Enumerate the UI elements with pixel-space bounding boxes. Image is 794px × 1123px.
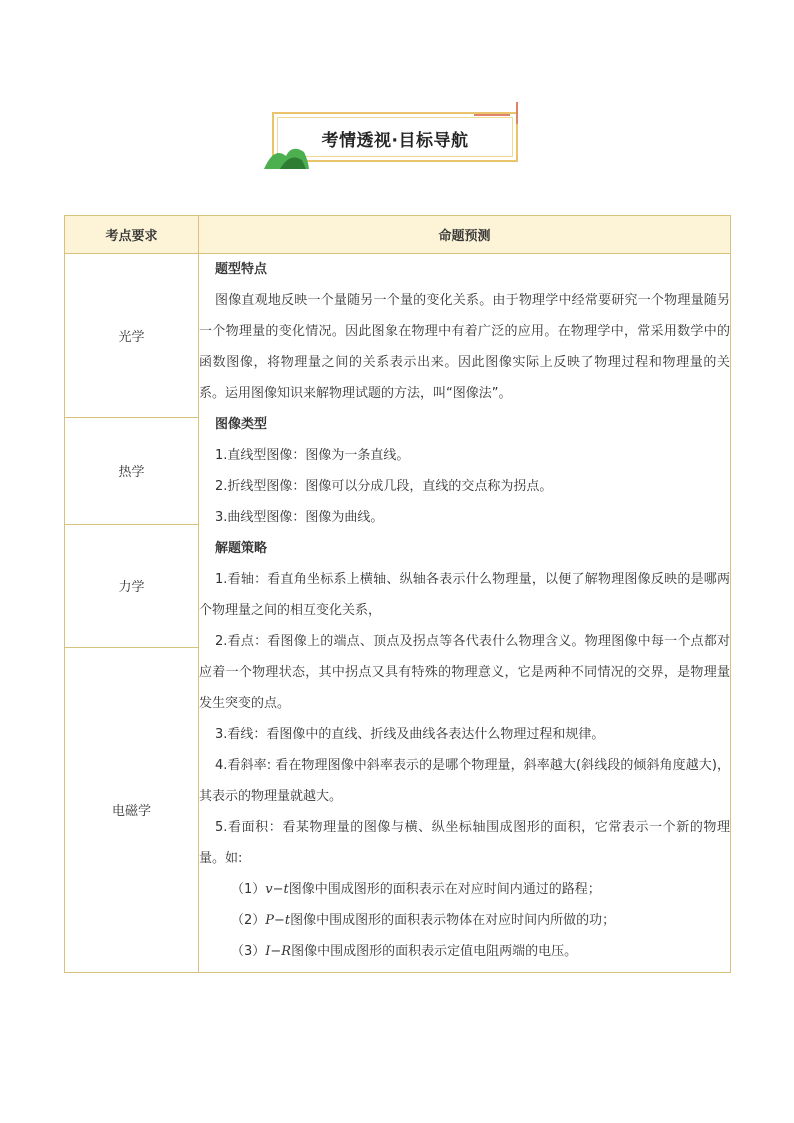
math-expression: P−t: [265, 913, 291, 928]
section-banner: [262, 110, 524, 170]
type-features-text: 图像直观地反映一个量随另一个量的变化关系。由于物理学中经常要研究一个物理量随另一个物理量的变化情况。因此图象在物理中有着广泛的应用。在物理学中，常采用数学中的函数图像，将物理量之间的关系表示出来。因此图像实际上反映了物理过程和物理量的关系。运用图像知识来解物理试题的方法，叫“图像法”。: [199, 293, 730, 401]
math-expression: v−t: [265, 882, 289, 897]
exam-overview-table: [64, 215, 731, 973]
example-item: （2）P−t图像中围成图形的面积表示物体在对应时间内所做的功；: [231, 913, 616, 928]
category-electromagnetism: 电磁学: [111, 804, 151, 819]
list-item: 2.折线型图像：图像可以分成几段，直线的交点称为拐点。: [215, 479, 553, 494]
banner-accent-line: [516, 102, 518, 124]
list-item: 2.看点：看图像上的端点、顶点及拐点等各代表什么物理含义。物理图像中每一个点都对应着一个物理状态，其中拐点又具有特殊的物理意义，它是两种不同情况的交界，是物理量发生突变的点。: [199, 634, 730, 711]
banner-title: 考情透视·目标导航: [321, 131, 469, 151]
header-question-prediction: 命题预测: [199, 216, 731, 254]
hills-icon: [262, 140, 310, 170]
banner-accent-line-horizontal: [474, 114, 510, 116]
table-body-row: [65, 254, 731, 973]
heading-image-types: 图像类型: [215, 417, 268, 432]
heading-type-features: 题型特点: [215, 262, 268, 277]
list-item: 1.看轴：看直角坐标系上横轴、纵轴各表示什么物理量，以便了解物理图像反映的是哪两个物理量之间的相互变化关系，: [199, 572, 730, 618]
example-item: （1）v−t图像中围成图形的面积表示在对应时间内通过的路程；: [231, 882, 601, 897]
list-item: 4.看斜率: 看在物理图像中斜率表示的是哪个物理量，斜率越大(斜线段的倾斜角度越大)，其表示的物理量就越大。: [199, 758, 730, 804]
header-exam-requirements: 考点要求: [65, 216, 199, 254]
list-item: 5.看面积：看某物理量的图像与横、纵坐标轴围成图形的面积，它常表示一个新的物理量。如:: [199, 820, 730, 866]
category-thermal: 热学: [65, 417, 198, 525]
list-item: 3.看线：看图像中的直线、折线及曲线各表达什么物理过程和规律。: [215, 727, 605, 742]
table-header-row: [65, 216, 731, 254]
category-mechanics: 力学: [65, 524, 198, 648]
category-optics: 光学: [65, 254, 198, 418]
example-item: （3）I−R图像中围成图形的面积表示定值电阻两端的电压。: [231, 944, 578, 959]
list-item: 3.曲线型图像：图像为曲线。: [215, 510, 384, 525]
heading-strategy: 解题策略: [215, 541, 268, 556]
math-expression: I−R: [265, 944, 292, 959]
prediction-content: [199, 254, 731, 973]
category-column: [65, 254, 199, 973]
list-item: 1.直线型图像：图像为一条直线。: [215, 448, 410, 463]
